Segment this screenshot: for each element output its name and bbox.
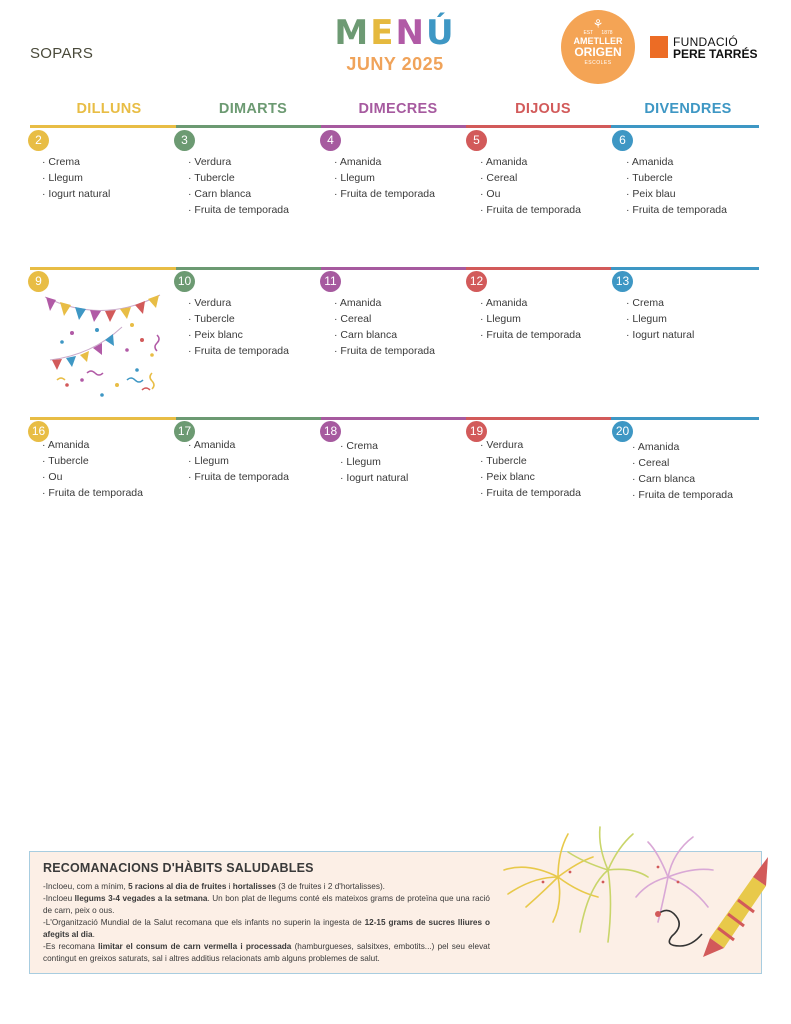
day-header-dimecres: DIMECRES <box>358 101 438 117</box>
meal-list <box>480 154 581 218</box>
day-number-badge: 13 <box>612 271 633 292</box>
day-number-badge: 18 <box>320 421 341 442</box>
recommendations-title: RECOMANACIONS D'HÀBITS SALUDABLES <box>43 861 314 875</box>
meal-item: · Iogurt natural <box>626 327 694 343</box>
month-label: JUNY 2025 <box>346 54 444 74</box>
meal-item: · Cereal <box>334 311 435 327</box>
logo-line-3: ESCOLES <box>584 60 612 66</box>
meal-item: · Peix blau <box>626 186 727 202</box>
logo-line-2: ORIGEN <box>574 45 622 59</box>
recommendation-sugars: -L'Organització Mundial de la Salut recomana que els infants no superin la ingesta de 12-15 grams de sucres lliures o afegits al dia. <box>43 918 490 939</box>
meal-item: · Llegum <box>188 453 289 469</box>
meal-item: · Carn blanca <box>334 327 435 343</box>
meal-item: · Iogurt natural <box>340 470 408 486</box>
meal-item: · Iogurt natural <box>42 186 110 202</box>
day-header-dilluns: DILLUNS <box>76 101 142 117</box>
meal-item: · Crema <box>340 438 408 454</box>
meal-list <box>480 437 581 501</box>
day-number-badge: 17 <box>174 421 195 442</box>
fundacio-square-icon <box>650 36 668 58</box>
meal-item: · Peix blanc <box>480 469 581 485</box>
day-number-badge: 5 <box>466 130 487 151</box>
day-number-badge: 4 <box>320 130 341 151</box>
meal-item: · Fruita de temporada <box>334 343 435 359</box>
logo-years: EST 1878 <box>583 30 613 36</box>
section-label: SOPARS <box>30 45 94 62</box>
day-header-dimarts: DIMARTS <box>218 101 288 117</box>
meal-list <box>334 154 435 202</box>
day-number-badge: 11 <box>320 271 341 292</box>
meal-item: · Llegum <box>626 311 694 327</box>
fireworks-rocket-icon <box>498 822 768 972</box>
meal-item: · Peix blanc <box>188 327 289 343</box>
day-number-badge: 9 <box>28 271 49 292</box>
meal-item: · Cereal <box>480 170 581 186</box>
meal-list <box>632 439 733 503</box>
meal-item: · Amanida <box>334 295 435 311</box>
meal-item: · Verdura <box>480 437 581 453</box>
meal-item: · Verdura <box>188 154 289 170</box>
meal-item: · Cereal <box>632 455 733 471</box>
recommendation-red-meat: -Es recomana limitar el consum de carn vermella i processada (hamburgueses, salsitxes, embotits...) pel seu elevat contingut en greixos saturats, sal i altres additius relacionats amb alguns problemes de salut. <box>43 942 490 963</box>
meal-item: · Ou <box>480 186 581 202</box>
logo-line-1: AMETLLER <box>573 36 623 46</box>
meal-item: · Fruita de temporada <box>480 202 581 218</box>
tree-icon: ⚘ <box>592 17 604 31</box>
day-header-divendres: DIVENDRES <box>644 101 732 117</box>
menu-title <box>330 14 460 75</box>
meal-item: · Ou <box>42 469 143 485</box>
meal-item: · Amanida <box>626 154 727 170</box>
meal-item: · Tubercle <box>188 311 289 327</box>
meal-item: · Fruita de temporada <box>188 343 289 359</box>
day-number-badge: 6 <box>612 130 633 151</box>
recommendation-fruits: -Incloeu, com a mínim, 5 racions al dia de fruites i hortalisses (3 de fruites i 2 d'hortalisses). <box>43 882 385 891</box>
ametller-origen-logo <box>561 10 635 84</box>
meal-item: · Amanida <box>188 437 289 453</box>
meal-item: · Tubercle <box>188 170 289 186</box>
meal-item: · Crema <box>626 295 694 311</box>
meal-item: · Tubercle <box>480 453 581 469</box>
menu-letter: N <box>395 13 426 53</box>
menu-letter: M <box>334 13 371 53</box>
meal-item: · Fruita de temporada <box>334 186 435 202</box>
meal-item: · Amanida <box>632 439 733 455</box>
day-number-badge: 20 <box>612 421 633 442</box>
meal-list <box>42 154 110 202</box>
meal-item: · Fruita de temporada <box>480 485 581 501</box>
meal-item: · Tubercle <box>42 453 143 469</box>
meal-item: · Llegum <box>42 170 110 186</box>
meal-list <box>188 154 289 218</box>
meal-item: · Tubercle <box>626 170 727 186</box>
meal-item: · Fruita de temporada <box>626 202 727 218</box>
day-number-badge: 19 <box>466 421 487 442</box>
day-header-dijous: DIJOUS <box>515 101 571 117</box>
day-number-badge: 2 <box>28 130 49 151</box>
meal-item: · Fruita de temporada <box>42 485 143 501</box>
meal-list <box>42 437 143 501</box>
fundacio-line-1: FUNDACIÓ <box>673 35 739 49</box>
meal-item: · Amanida <box>334 154 435 170</box>
party-bunting-icon <box>42 285 172 405</box>
meal-item: · Fruita de temporada <box>480 327 581 343</box>
meal-item: · Verdura <box>188 295 289 311</box>
menu-letter: Ú <box>425 13 456 53</box>
meal-list <box>626 154 727 218</box>
meal-item: · Llegum <box>480 311 581 327</box>
meal-item: · Fruita de temporada <box>188 202 289 218</box>
day-number-badge: 3 <box>174 130 195 151</box>
meal-item: · Fruita de temporada <box>632 487 733 503</box>
meal-item: · Llegum <box>334 170 435 186</box>
meal-list <box>188 295 289 359</box>
fundacio-line-2: PERE TARRÉS <box>673 47 758 61</box>
meal-list <box>480 295 581 343</box>
meal-item: · Llegum <box>340 454 408 470</box>
day-number-badge: 16 <box>28 421 49 442</box>
menu-letter: E <box>370 13 396 53</box>
meal-list <box>188 437 289 485</box>
meal-item: · Fruita de temporada <box>188 469 289 485</box>
meal-item: · Amanida <box>42 437 143 453</box>
meal-list <box>340 438 408 486</box>
menu-word <box>330 14 460 52</box>
meal-item: · Carn blanca <box>632 471 733 487</box>
meal-item: · Amanida <box>480 154 581 170</box>
meal-list <box>626 295 694 343</box>
recommendation-legumes: -Incloeu llegums 3-4 vegades a la setmana. Un bon plat de llegums conté els mateixos grams de proteïna que una ració de carn, peix o ous. <box>43 894 490 915</box>
meal-item: · Carn blanca <box>188 186 289 202</box>
day-number-badge: 12 <box>466 271 487 292</box>
day-number-badge: 10 <box>174 271 195 292</box>
meal-item: · Amanida <box>480 295 581 311</box>
meal-list <box>334 295 435 359</box>
meal-item: · Crema <box>42 154 110 170</box>
